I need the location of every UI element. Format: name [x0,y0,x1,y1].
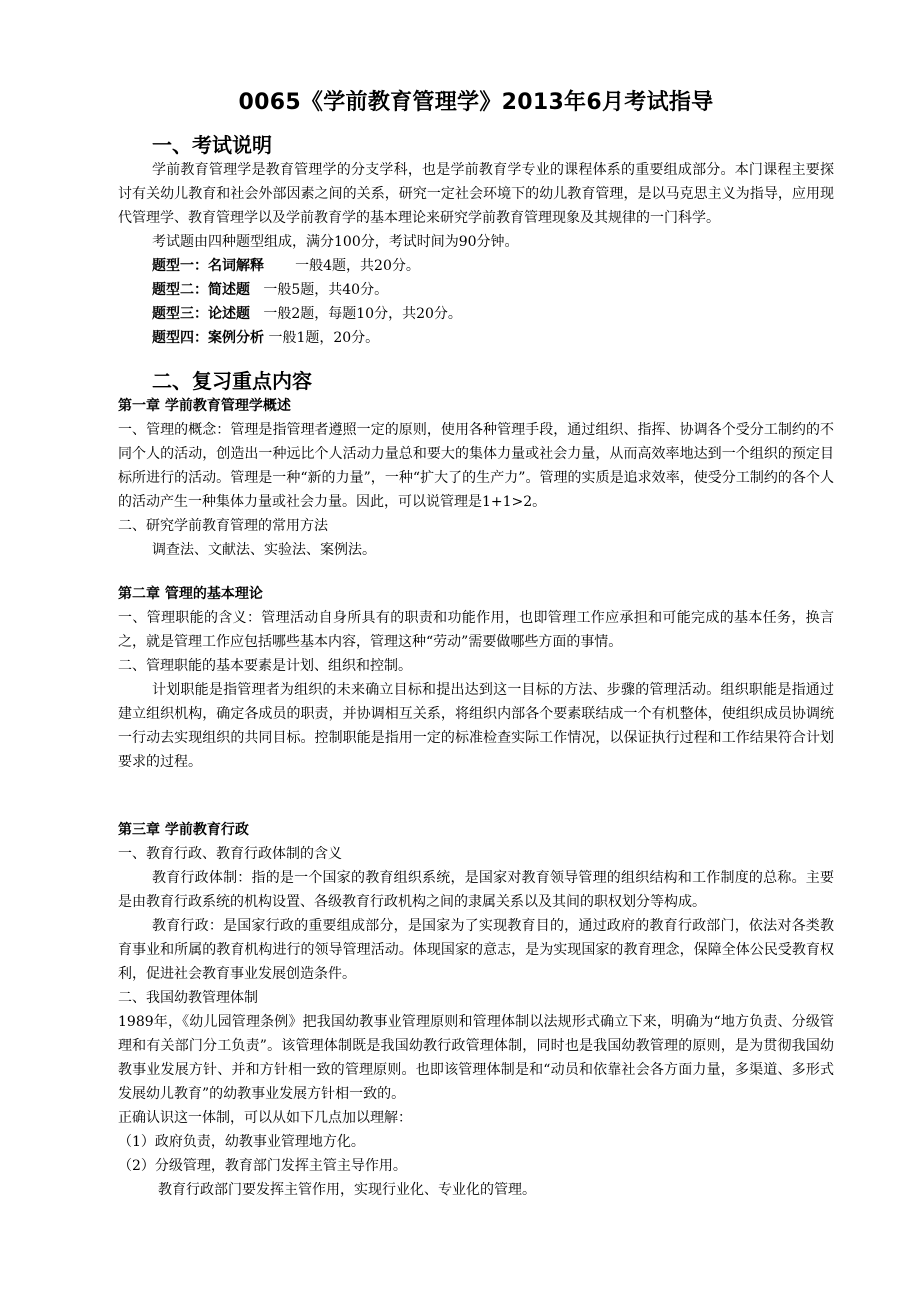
question-type-1 [118,254,834,278]
chapter-1-title: 第一章 学前教育管理学概述 [118,398,291,414]
question-type-1-desc: 一般4题，共20分。 [264,258,420,274]
chapter-3-paragraph-7: 教育行政部门要发挥主管作用，实现行业化、专业化的管理。 [158,1182,536,1198]
document-title: 0065《学前教育管理学》2013年6月考试指导 [238,90,714,115]
chapter-2-paragraph-2: 二、管理职能的基本要素是计划、组织和控制。 [118,658,412,674]
chapter-3-list-item-2: （2）分级管理，教育部门发挥主管主导作用。 [118,1158,407,1174]
chapter-3-paragraph-5: 1989年，《幼儿园管理条例》把我国幼教事业管理原则和管理体制以法规形式确立下来，明确为“地方负责、分级管理和有关部门分工负责”。该管理体制既是我国幼教行政管理体制，同时也是我国幼教管理的原则，是为贯彻我国幼教事业发展方针、并和方针相一致的管理原则。也即该管理体制是和“动员和依靠社会各方面力量，多渠道、多形式发展幼儿教育”的幼教事业发展方针相一致的。 [118,1014,834,1102]
chapter-2-title: 第二章 管理的基本理论 [118,586,263,602]
question-type-4 [118,326,834,350]
chapter-1-paragraph-1: 一、管理的概念：管理是指管理者遵照一定的原则，使用各种管理手段，通过组织、指挥、协调各个受分工制约的不同个人的活动，创造出一种远比个人活动力量总和要大的集体力量或社会力量，从而高效率地达到一个组织的预定目标所进行的活动。管理是一种“新的力量”，一种“扩大了的生产力”。管理的实质是追求效率，使受分工制约的各个人的活动产生一种集体力量或社会力量。因此，可以说管理是1+1>2。 [118,422,834,510]
chapter-3-paragraph-2: 教育行政体制：指的是一个国家的教育组织系统，是国家对教育领导管理的组织结构和工作制度的总称。主要是由教育行政系统的机构设置、各级教育行政机构之间的隶属关系以及其间的职权划分等构成。 [118,870,834,910]
question-type-4-label: 题型四：案例分析 [152,330,264,346]
question-type-3-desc: 一般2题，每题10分，共20分。 [250,306,462,322]
section-heading-review: 二、复习重点内容 [152,369,312,393]
chapter-2-paragraph-3: 计划职能是指管理者为组织的未来确立目标和提出达到这一目标的方法、步骤的管理活动。组织职能是指通过建立组织机构，确定各成员的职责，并协调相互关系，将组织内部各个要素联结成一个有机整体，使组织成员协调统一行动去实现组织的共同目标。控制职能是指用一定的标准检查实际工作情况，以保证执行过程和工作结果符合计划要求的过程。 [118,682,834,770]
exam-info-paragraph: 考试题由四种题型组成，满分100分，考试时间为90分钟。 [152,234,519,250]
chapter-3-paragraph-1: 一、教育行政、教育行政体制的含义 [118,846,342,862]
question-type-1-label: 题型一：名词解释 [152,258,264,274]
question-type-4-desc: 一般1题，20分。 [264,330,380,346]
chapter-3-paragraph-3: 教育行政：是国家行政的重要组成部分，是国家为了实现教育目的，通过政府的教育行政部门，依法对各类教育事业和所属的教育机构进行的领导管理活动。体现国家的意志，是为实现国家的教育理念，保障全体公民受教育权利，促进社会教育事业发展创造条件。 [118,918,834,982]
chapter-2-paragraph-1: 一、管理职能的含义：管理活动自身所具有的职责和功能作用，也即管理工作应承担和可能完成的基本任务，换言之，就是管理工作应包括哪些基本内容，管理这种“劳动”需要做哪些方面的事情。 [118,610,834,650]
chapter-3-paragraph-4: 二、我国幼教管理体制 [118,990,258,1006]
section-heading-exam-info: 一、考试说明 [152,133,272,157]
question-type-3 [118,302,834,326]
question-type-2 [118,278,834,302]
course-intro-paragraph: 学前教育管理学是教育管理学的分支学科，也是学前教育学专业的课程体系的重要组成部分。本门课程主要探讨有关幼儿教育和社会外部因素之间的关系，研究一定社会环境下的幼儿教育管理，是以马克思主义为指导，应用现代管理学、教育管理学以及学前教育学的基本理论来研究学前教育管理现象及其规律的一门科学。 [118,162,834,226]
chapter-1-paragraph-2: 二、研究学前教育管理的常用方法 [118,518,328,534]
question-type-2-label: 题型二：简述题 [152,282,250,298]
question-type-2-desc: 一般5题，共40分。 [250,282,389,298]
chapter-3-title: 第三章 学前教育行政 [118,822,249,838]
question-type-3-label: 题型三：论述题 [152,306,250,322]
chapter-3-list-item-1: （1）政府负责，幼教事业管理地方化。 [118,1134,365,1150]
document-page [118,88,834,1202]
chapter-3-paragraph-6: 正确认识这一体制，可以从如下几点加以理解： [118,1110,412,1126]
chapter-1-paragraph-3: 调查法、文献法、实验法、案例法。 [152,542,376,558]
